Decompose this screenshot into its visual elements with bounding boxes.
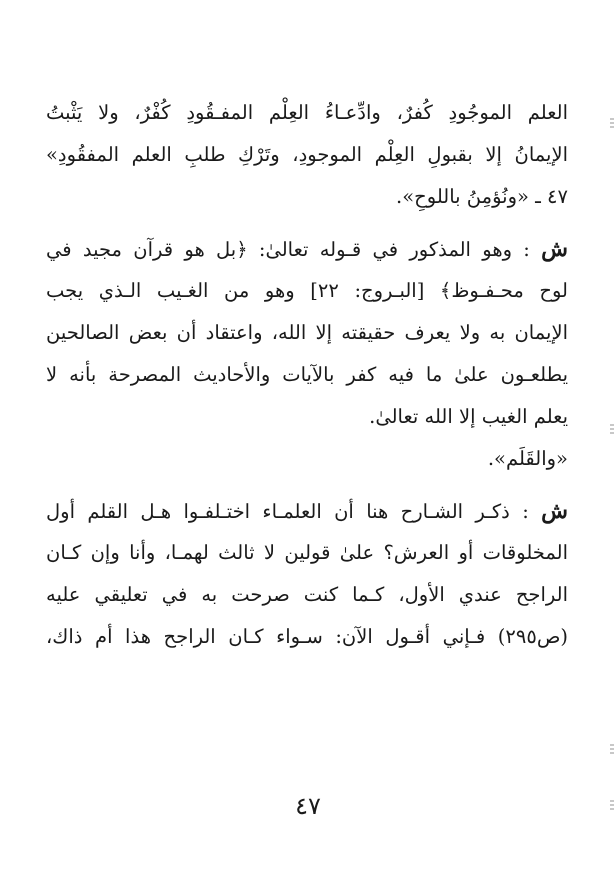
matn-quote: «والقَلَم». bbox=[487, 447, 568, 470]
page-body bbox=[46, 92, 568, 658]
paragraph-gap bbox=[46, 218, 568, 228]
text-line: المخلوقات أو العرش؟ علىٰ قولين لا ثالث لهمـا، وأنا وإن كـان bbox=[46, 541, 568, 564]
scan-edge-mark bbox=[610, 424, 614, 434]
commentary-marker: ش bbox=[541, 498, 568, 524]
text-line: يطلعـون علىٰ ما فيه كفر بالآيات والأحاديث المصرحة بأنه لا bbox=[46, 363, 568, 386]
scan-edge-mark bbox=[610, 800, 614, 810]
section-heading-47: ٤٧ ـ «ونُؤمِنُ باللوحِ». bbox=[396, 185, 568, 208]
page-number: ٤٧ bbox=[295, 792, 321, 820]
scan-edge-mark bbox=[610, 118, 614, 128]
text-line: الراجح عندي الأول، كـما كنت صرحت به في تعليقي عليه bbox=[46, 583, 568, 606]
text-line bbox=[46, 228, 568, 270]
commentary-marker: ش bbox=[541, 236, 568, 262]
text-line: العلم الموجُودِ كُفرٌ، وادِّعـاءُ العِلْم المفـقُودِ كُفْرٌ، ولا يَثْبتُ bbox=[46, 101, 568, 124]
text-line: لوح محـفـوظ﴾ [البـروج: ٢٢] وهو من الغـيب الـذي يجب bbox=[46, 279, 568, 302]
text-line: يعلم الغيب إلا الله تعالىٰ. bbox=[369, 405, 568, 428]
scan-edge-mark bbox=[610, 744, 614, 754]
text-line: (ص٢٩٥) فـإني أقـول الآن: سـواء كـان الراجح هذا أم ذاك، bbox=[46, 625, 568, 648]
paragraph-gap bbox=[46, 480, 568, 490]
text-line: الإيمان به ولا يعرف حقيقته إلا الله، واعتقاد أن بعض الصالحين bbox=[46, 321, 568, 344]
text-line: الإيمانُ إلا بقبولِ العِلْم الموجودِ، وتَرْكِ طلبِ العلم المفقُودِ» bbox=[46, 143, 568, 166]
text-line bbox=[46, 490, 568, 532]
text-line-content: : وهو المذكور في قـوله تعالىٰ: ﴿بل هو قرآن مجيد في bbox=[46, 238, 542, 261]
text-line-content: : ذكـر الشـارح هنا أن العلمـاء اختـلفـوا هـل القلم أول bbox=[46, 500, 542, 523]
